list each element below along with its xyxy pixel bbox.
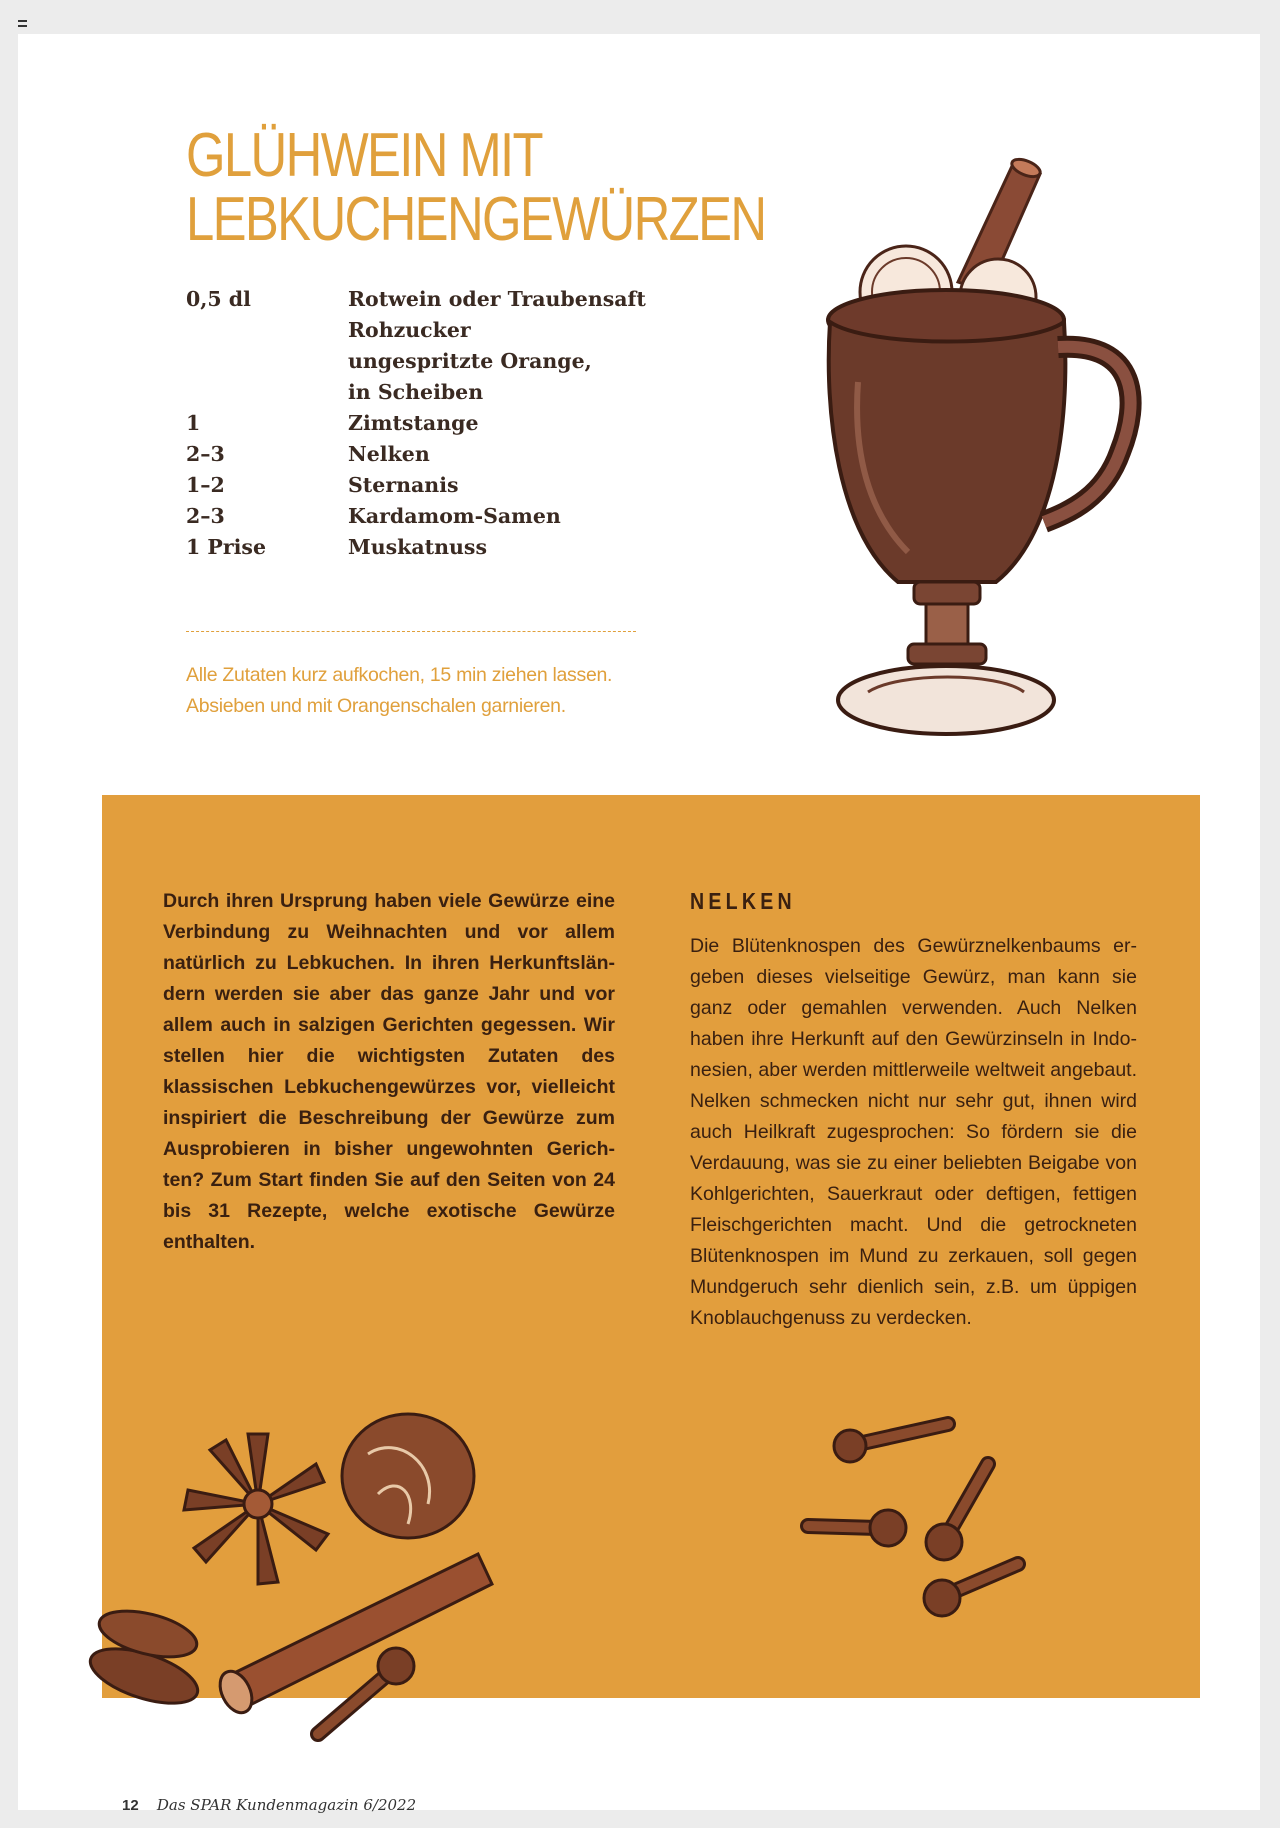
ingredient-name: ungespritzte Orange, bbox=[348, 349, 592, 373]
recipe-title bbox=[186, 121, 766, 254]
ingredient-quantity bbox=[186, 315, 348, 346]
ingredient-quantity bbox=[186, 377, 348, 408]
intro-paragraph: Durch ihren Ursprung haben viele Gewürze eine Verbindung zu Weihnachten und vor allem natürlich zu Lebkuchen. In ihren Herkunftsländern werden sie aber das ganze Jahr und vor allem auch in salzigen Gerichten gegessen. Wir stellen hier die wichtigsten Zutaten des klassischen Lebkuchengewürzes vor, vielleicht inspiriert die Beschreibung der Gewürze zum Ausprobieren in bisher ungewohnten Gerichten? Zum Start finden Sie auf den Seiten von 24 bis 31 Rezepte, welche exotische Gewürze enthalten. bbox=[163, 890, 615, 1253]
ingredient-row bbox=[186, 470, 666, 501]
ingredient-row bbox=[186, 346, 666, 377]
nelken-paragraph: Die Blütenknospen des Gewürznelkenbaums ergeben dieses vielseitige Gewürz, man kann sie ganz oder gemahlen verwenden. Auch Nelken haben ihre Herkunft auf den Gewürzinseln in Indonesien, aber werden mittlerweile weltweit angebaut. Nelken schmecken nicht nur sehr gut, ihnen wird auch Heilkraft zugesprochen: So fördern sie die Verdauung, was sie zu einer beliebten Beigabe von Kohlgerichten, Sauerkraut oder deftigen, fettigen Fleischgerichten macht. Und die getrockneten Blütenknospen im Mund zu zerkauen, soll gegen Mundgeruch sehr dienlich sein, z.B. um üppigen Knoblauchgenuss zu verdecken. bbox=[690, 935, 1137, 1329]
ingredient-row bbox=[186, 501, 666, 532]
ingredient-row bbox=[186, 284, 666, 315]
page-footer bbox=[122, 1796, 416, 1814]
ingredient-row bbox=[186, 377, 666, 408]
divider bbox=[186, 631, 636, 632]
cloves-illustration bbox=[798, 1404, 1058, 1624]
instructions-line1: Alle Zutaten kurz aufkochen, 15 min ziehen lassen. bbox=[186, 664, 613, 686]
ingredient-name: Zimtstange bbox=[348, 411, 479, 435]
ingredient-quantity: 1 Prise bbox=[186, 535, 266, 559]
ingredient-quantity bbox=[186, 346, 348, 377]
ingredient-list bbox=[186, 284, 666, 563]
magazine-page bbox=[18, 34, 1260, 1814]
ingredient-quantity: 1 bbox=[186, 411, 201, 435]
menu-icon[interactable] bbox=[18, 20, 27, 27]
ingredient-name: Kardamom-Samen bbox=[348, 504, 561, 528]
ingredient-row bbox=[186, 532, 666, 563]
ingredient-row bbox=[186, 315, 666, 346]
instructions-line2: Absieben und mit Orangenschalen garnieren. bbox=[186, 695, 566, 717]
spices-illustration bbox=[78, 1394, 518, 1754]
ingredient-quantity: 0,5 dl bbox=[186, 287, 251, 311]
page-number: 12 bbox=[122, 1797, 139, 1814]
ingredient-quantity: 1–2 bbox=[186, 473, 225, 497]
recipe-title-line2: LEBKUCHENGEWÜRZEN bbox=[186, 185, 766, 254]
ingredient-name: in Scheiben bbox=[348, 380, 484, 404]
ingredient-name: Sternanis bbox=[348, 473, 459, 497]
ingredient-name: Nelken bbox=[348, 442, 430, 466]
ingredient-name: Rohzucker bbox=[348, 318, 471, 342]
recipe-instructions bbox=[186, 660, 666, 722]
ingredient-row bbox=[186, 408, 666, 439]
recipe-title-line1: GLÜHWEIN MIT bbox=[186, 121, 542, 190]
ingredient-name: Muskatnuss bbox=[348, 535, 487, 559]
gluehwein-mug-illustration bbox=[808, 152, 1148, 742]
ingredient-quantity: 2–3 bbox=[186, 504, 225, 528]
nelken-heading: NELKEN bbox=[690, 888, 796, 914]
ingredient-row bbox=[186, 439, 666, 470]
ingredient-name: Rotwein oder Traubensaft bbox=[348, 287, 646, 311]
magazine-name: Das SPAR Kundenmagazin 6/2022 bbox=[156, 1796, 417, 1814]
ingredient-quantity: 2–3 bbox=[186, 442, 225, 466]
